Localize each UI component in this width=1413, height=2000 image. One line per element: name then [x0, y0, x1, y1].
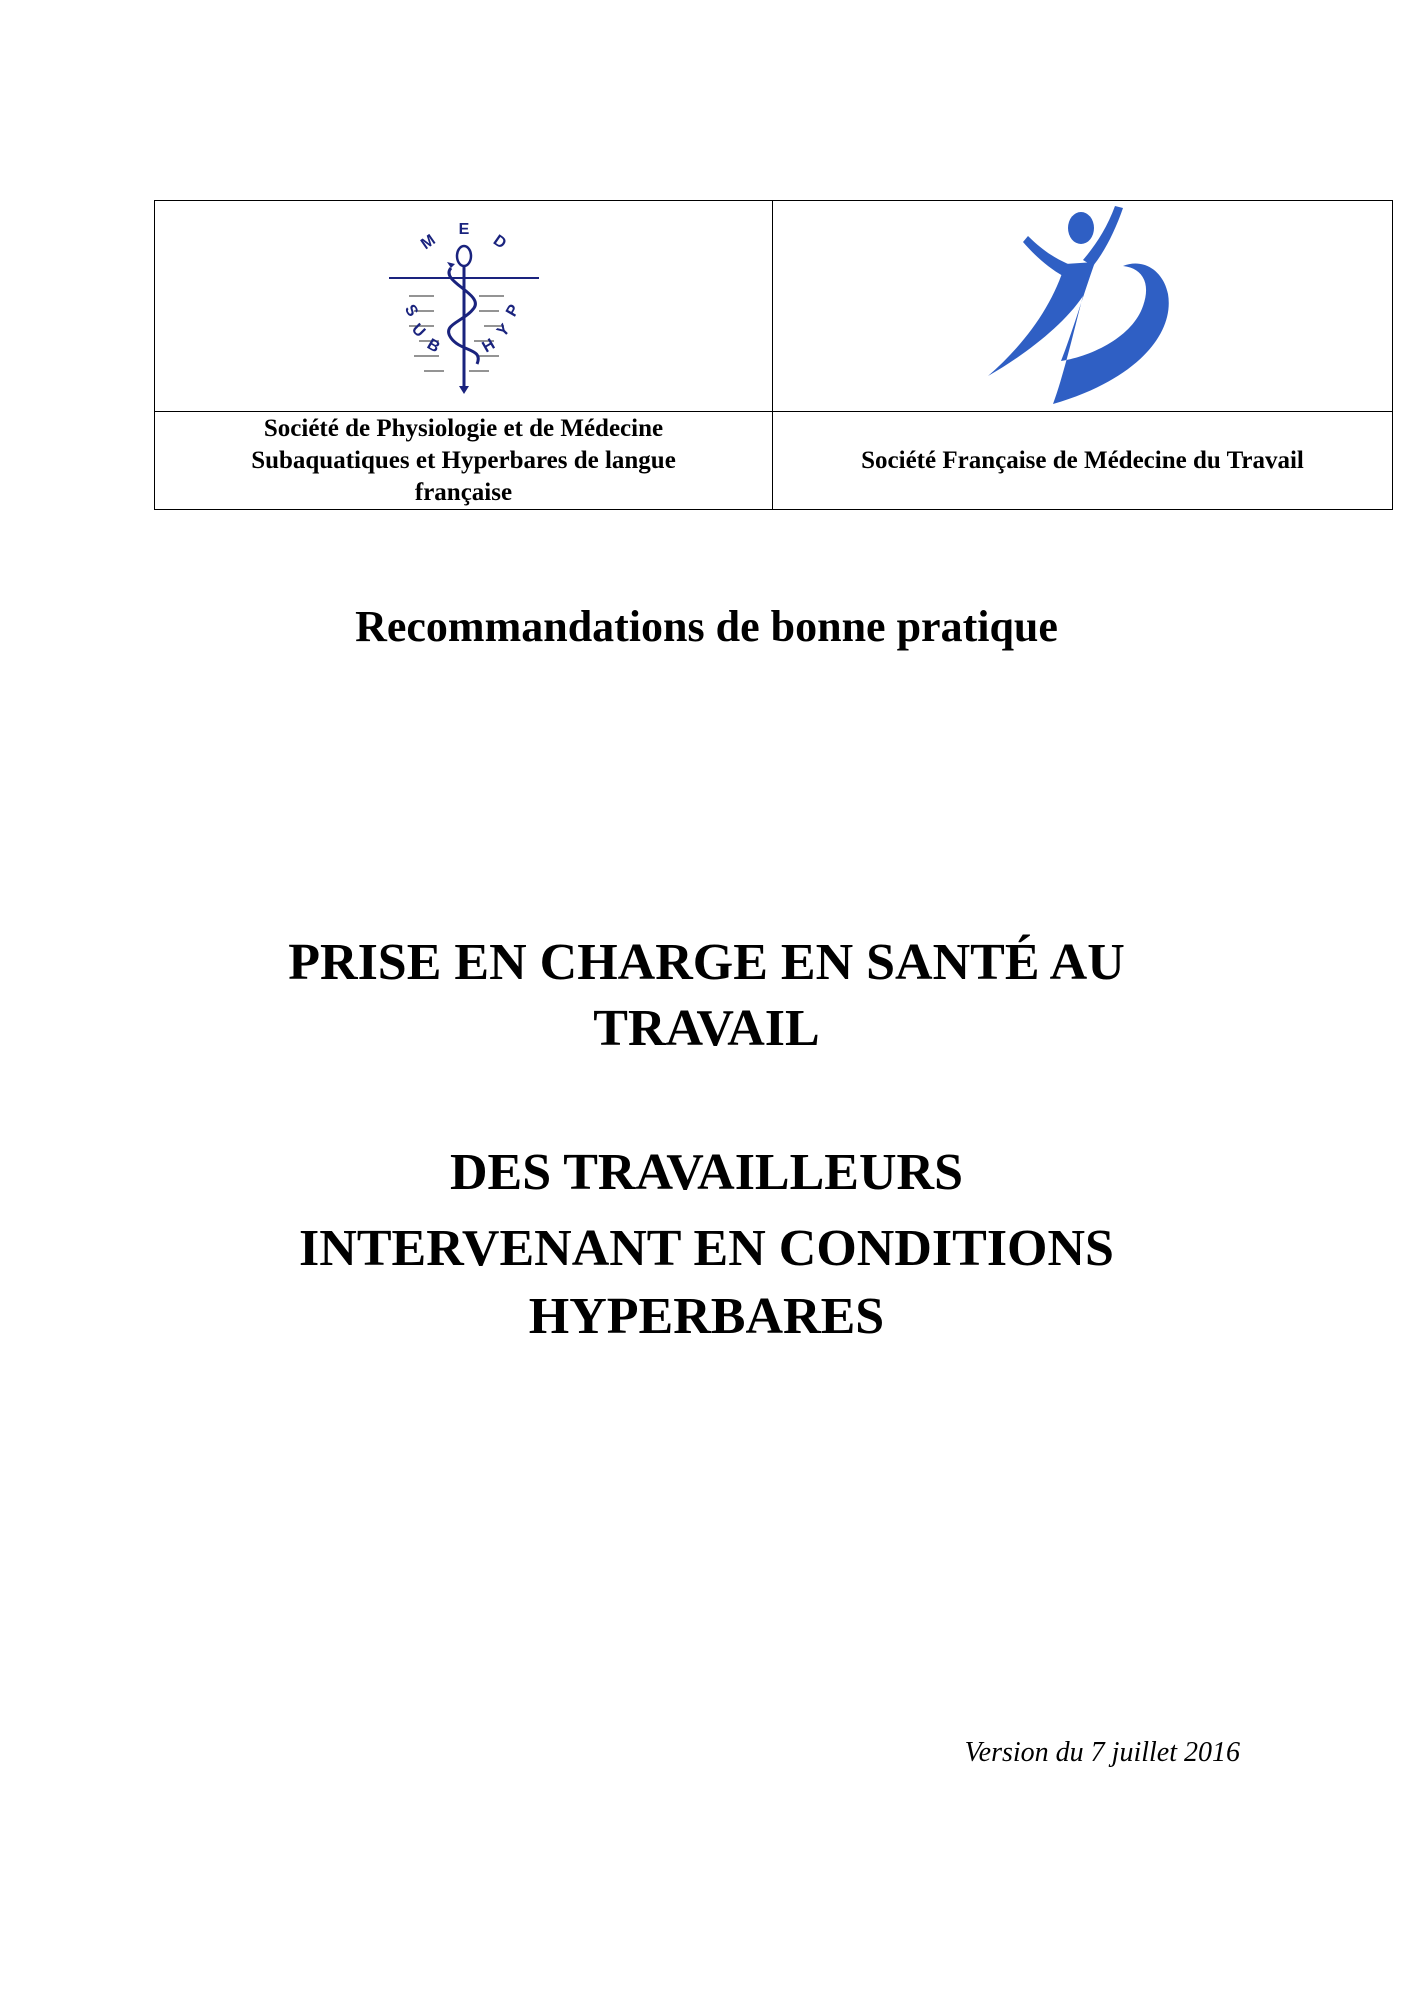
logo-letter-d: D [489, 232, 509, 253]
title2-line-2: INTERVENANT EN CONDITIONS [299, 1220, 1114, 1277]
sfmt-logo-cell [773, 201, 1393, 412]
medsubhyp-logo-cell [155, 201, 773, 412]
title2-line-3: HYPERBARES [528, 1288, 885, 1345]
title-line-2: TRAVAIL [593, 1000, 820, 1057]
document-subtitle: Recommandations de bonne pratique [355, 602, 1058, 651]
title-line-1: PRISE EN CHARGE EN SANTÉ AU [288, 934, 1125, 991]
logo-letter-m: M [417, 231, 439, 254]
logo-letter-y: Y [493, 321, 514, 341]
logo-letter-b: B [423, 335, 443, 357]
title2-line-1: DES TRAVAILLEURS [449, 1144, 964, 1201]
logo-letter-p: P [502, 301, 523, 320]
logo-letter-h: H [478, 335, 498, 357]
version-date: Version du 7 juillet 2016 [964, 1737, 1240, 1768]
logo-letter-e: E [458, 221, 469, 238]
medsubhyp-logo [379, 216, 549, 396]
logo-letter-s: S [400, 301, 421, 320]
sfmt-name: Société Française de Médecine du Travail [773, 412, 1393, 510]
medsubhyp-name [155, 412, 773, 510]
document-title [0, 930, 1413, 1062]
logo-table [154, 200, 1393, 510]
medsubhyp-name-line-3: française [414, 478, 513, 506]
document-title-2 [0, 1135, 1413, 1347]
medsubhyp-name-line-2: Subaquatiques et Hyperbares de langue [251, 446, 676, 474]
medsubhyp-name-line-1: Société de Physiologie et de Médecine [263, 414, 664, 442]
sfmt-logo [983, 206, 1183, 406]
logo-letter-u: U [407, 320, 428, 341]
